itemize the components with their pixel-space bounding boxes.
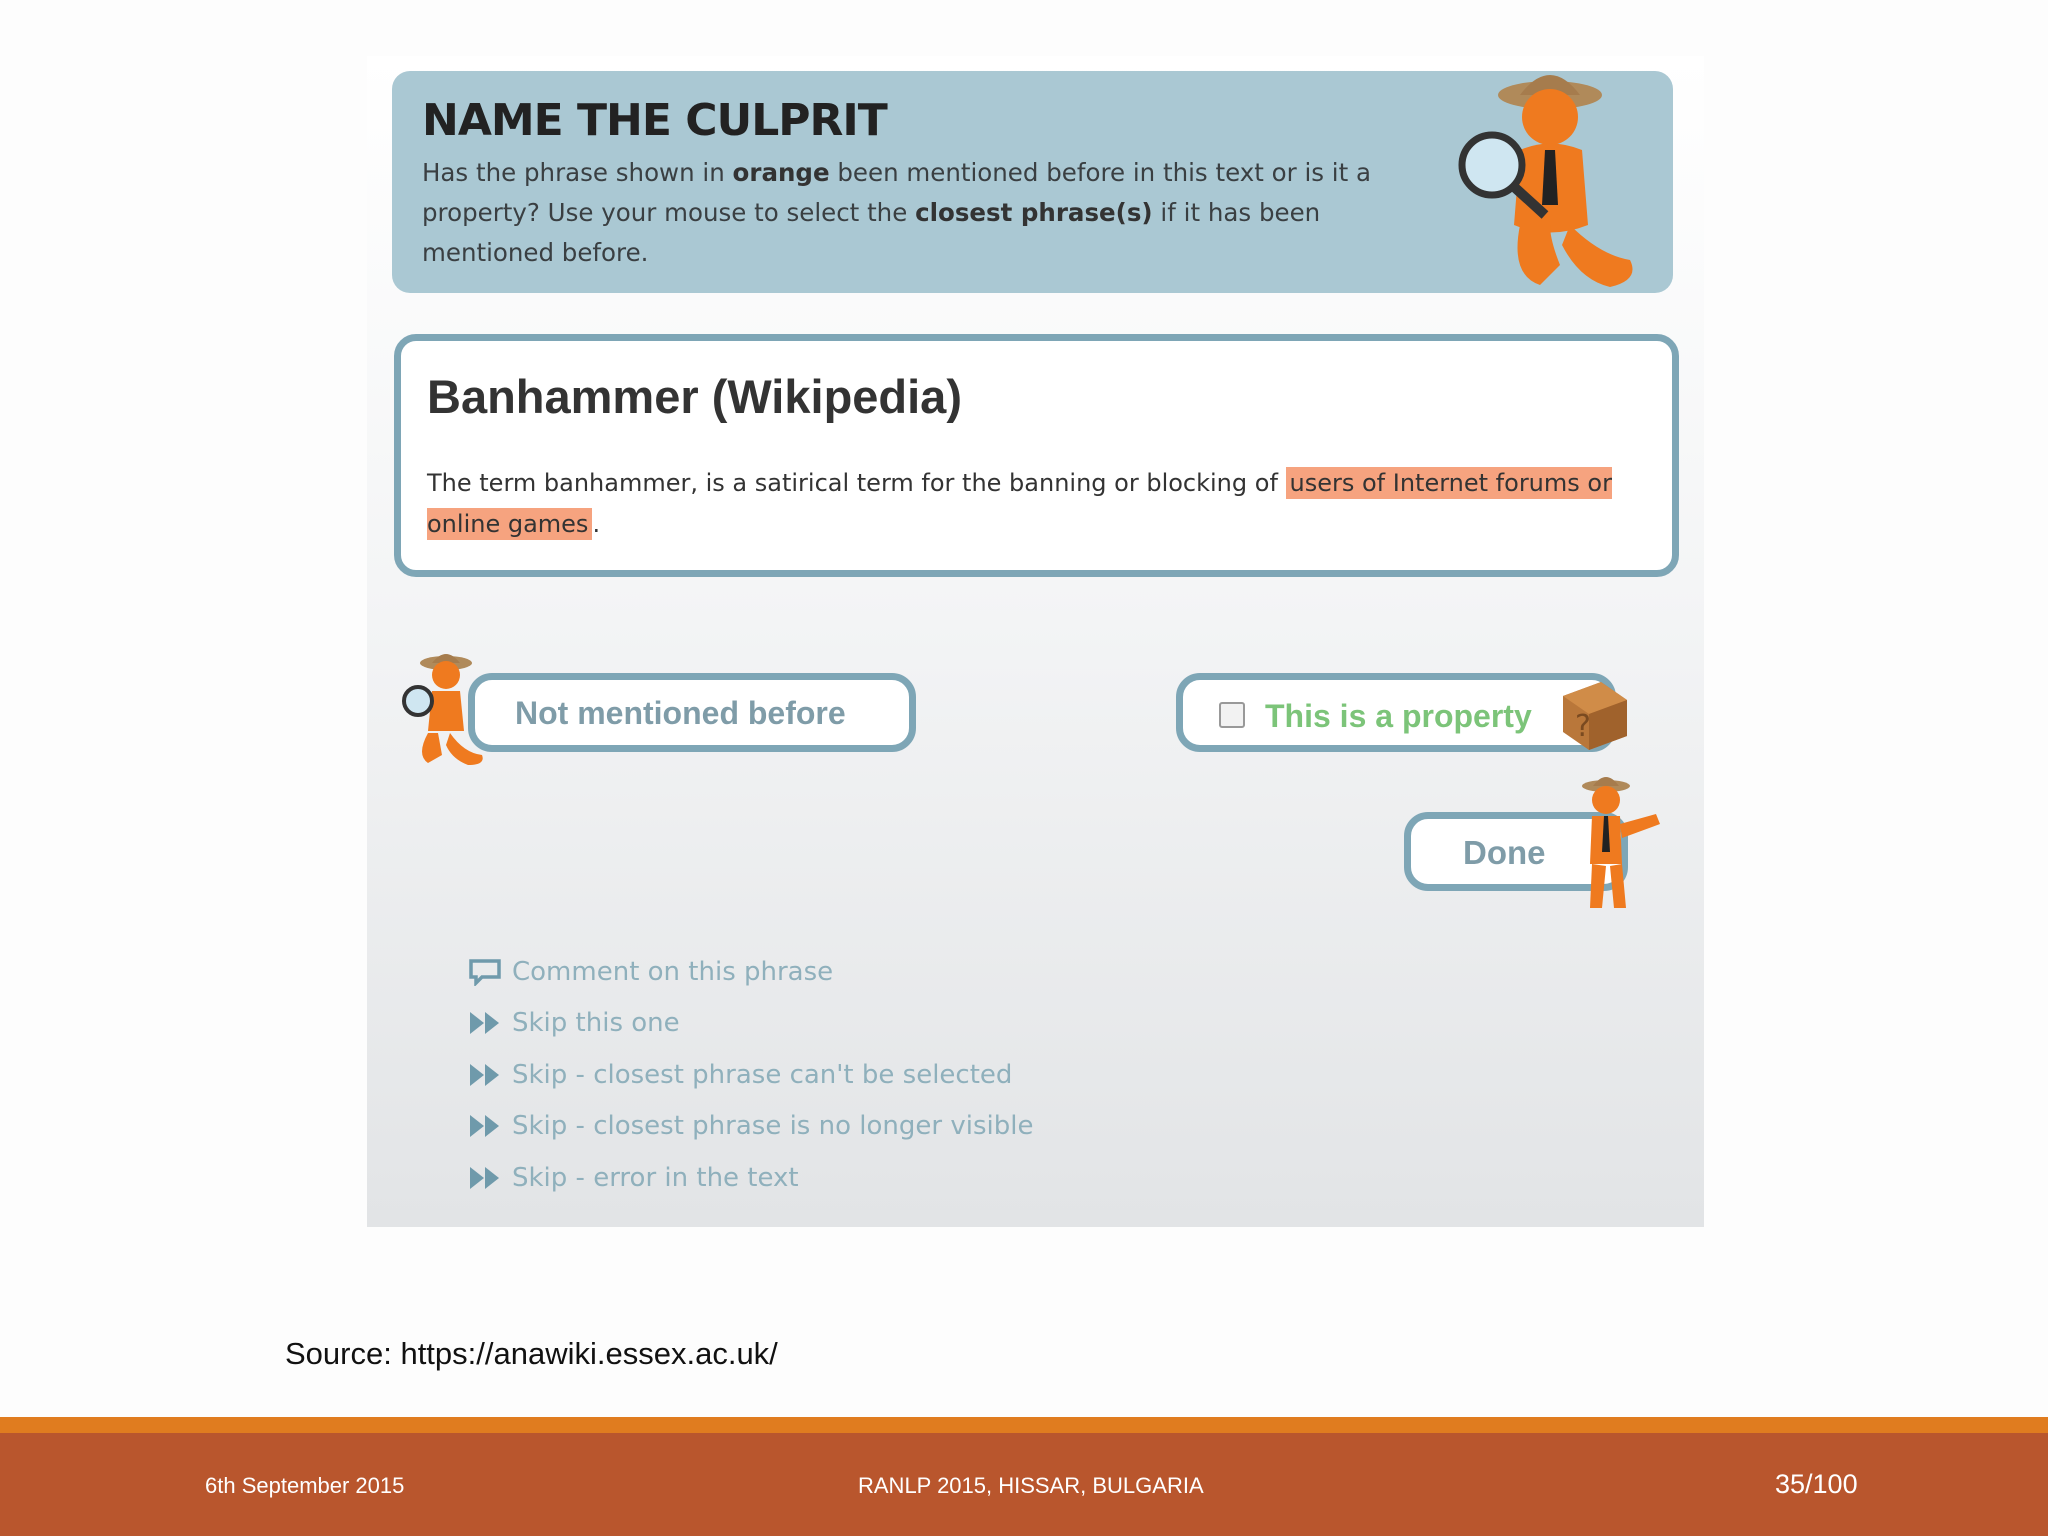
footer-accent-stripe <box>0 1417 2048 1433</box>
action-list <box>468 946 1033 1204</box>
footer-conference: RANLP 2015, HISSAR, BULGARIA <box>858 1473 1204 1498</box>
detective-small-icon <box>398 645 490 767</box>
skip-cant-select-link[interactable]: Skip - closest phrase can't be selected <box>468 1049 1033 1101</box>
comment-icon <box>468 958 502 986</box>
highlighted-phrase[interactable]: users of Internet forums or online games <box>427 469 1612 538</box>
fast-forward-icon <box>468 1009 502 1037</box>
source-caption: Source: https://anawiki.essex.ac.uk/ <box>285 1336 778 1371</box>
done-label: Done <box>1463 834 1546 871</box>
skip-error-link[interactable]: Skip - error in the text <box>468 1152 1033 1204</box>
fast-forward-icon <box>468 1112 502 1140</box>
page-number: 35/100 <box>1775 1469 1858 1499</box>
not-mentioned-label: Not mentioned before <box>515 695 846 731</box>
detective-mascot-icon <box>1450 55 1650 295</box>
skip-link[interactable]: Skip this one <box>468 998 1033 1050</box>
fast-forward-icon <box>468 1061 502 1089</box>
instructions: Has the phrase shown in orange been mentioned before in this text or is it a property? Use your mouse to select the closest phrase(s) if it has been mentioned before. <box>422 158 1372 267</box>
property-checkbox[interactable] <box>1219 702 1245 728</box>
property-button[interactable] <box>1176 673 1616 752</box>
question-box-icon <box>1555 676 1633 754</box>
svg-text:?: ? <box>1575 709 1591 744</box>
document-text: The term banhammer, is a satirical term for the banning or blocking of users of Internet forums or online games . <box>427 469 1612 538</box>
document-panel <box>394 334 1679 577</box>
fast-forward-icon <box>468 1164 502 1192</box>
not-mentioned-button[interactable] <box>468 673 916 752</box>
property-label: This is a property <box>1265 698 1532 734</box>
footer-date: 6th September 2015 <box>205 1473 405 1498</box>
detective-thumbs-up-icon <box>1560 768 1668 910</box>
skip-not-visible-link[interactable]: Skip - closest phrase is no longer visible <box>468 1101 1033 1153</box>
slide-footer <box>0 1433 2048 1536</box>
document-title: Banhammer (Wikipedia) <box>427 370 962 423</box>
page-title: NAME THE CULPRIT <box>422 95 887 146</box>
comment-link[interactable]: Comment on this phrase <box>468 946 1033 998</box>
